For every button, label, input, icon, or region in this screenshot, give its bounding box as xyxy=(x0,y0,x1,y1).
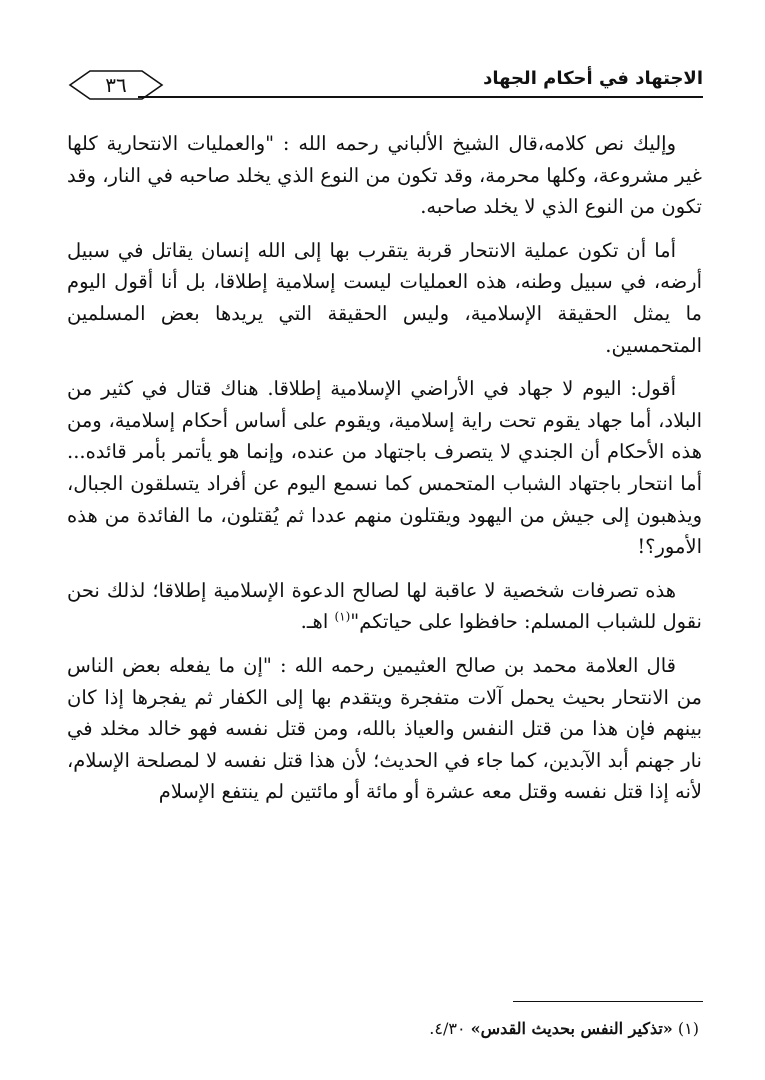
paragraph: وإليك نص كلامه،قال الشيخ الألباني رحمه الله : "والعمليات الانتحارية كلها غير مشروعة، وكلها محرمة، وقد تكون من النوع الذي يخلد صاحبه في النار، وقد تكون من النوع الذي لا يخلد صاحبه. xyxy=(67,132,702,219)
quote-end-suffix: اهـ. xyxy=(300,610,335,634)
footnote-source-ref: ٤/٣٠. xyxy=(429,1019,471,1038)
page-number: ٣٦ xyxy=(105,73,127,97)
footnote-reference[interactable]: (١) xyxy=(334,609,351,624)
paragraph: قال العلامة محمد بن صالح العثيمين رحمه الله : "إن ما يفعله بعض الناس من الانتحار بحيث يحمل آلات متفجرة ويتقدم بها إلى الكفار ثم يفجرها إذا كان بينهم فإن هذا من قتل النفس والعياذ بالله، ومن قتل نفسه فهو خالد مخلد في نار جهنم أبد الآبدين، كما جاء في الحديث؛ لأن هذا قتل نفسه لا لمصلحة الإسلام، لأنه إذا قتل نفسه وقتل معه عشرة أو مائة أو مائتين لم ينتفع الإسلام xyxy=(67,653,702,804)
main-text xyxy=(67,128,702,820)
paragraph: أما أن تكون عملية الانتحار قربة يتقرب بها إلى الله إنسان يقاتل في سبيل أرضه، في سبيل وطنه، هذه العمليات ليست إسلامية إطلاقا، بل أنا أقول اليوم ما يمثل الحقيقة الإسلامية، وليس الحقيقة التي يريدها بعض المسلمين المتحمسين. xyxy=(67,238,702,357)
footnote-source-title: «تذكير النفس بحديث القدس» xyxy=(470,1019,673,1038)
paragraph: أقول: اليوم لا جهاد في الأراضي الإسلامية إطلاقا. هناك قتال في كثير من البلاد، أما جهاد يقوم تحت راية إسلامية، ويقوم على أساس أحكام إسلامية، ومن هذه الأحكام أن الجندي لا يتصرف باجتهاد من عنده، وإنما هو يأتمر بأمر قائده... أما انتحار باجتهاد الشباب المتحمس كما نسمع اليوم عن أفراد يتسلقون الجبال، ويذهبون إلى جيش من اليهود ويقتلون منهم عددا ثم يُقتلون، ما الفائدة من هذه الأمور؟! xyxy=(67,377,702,559)
header-rule xyxy=(138,96,703,98)
footnote-number: (١) xyxy=(677,1019,699,1038)
quote-end-text: هذه تصرفات شخصية لا عاقبة لها لصالح الدعوة الإسلامية إطلاقا؛ لذلك نحن نقول للشباب المسلم: حافظوا على حياتكم" xyxy=(67,578,702,634)
book-title: الاجتهاد في أحكام الجهاد xyxy=(483,68,703,89)
paragraph-quote-end xyxy=(67,575,702,638)
footnote-divider xyxy=(513,1001,703,1002)
running-header xyxy=(68,62,703,102)
footnote xyxy=(67,1018,699,1040)
